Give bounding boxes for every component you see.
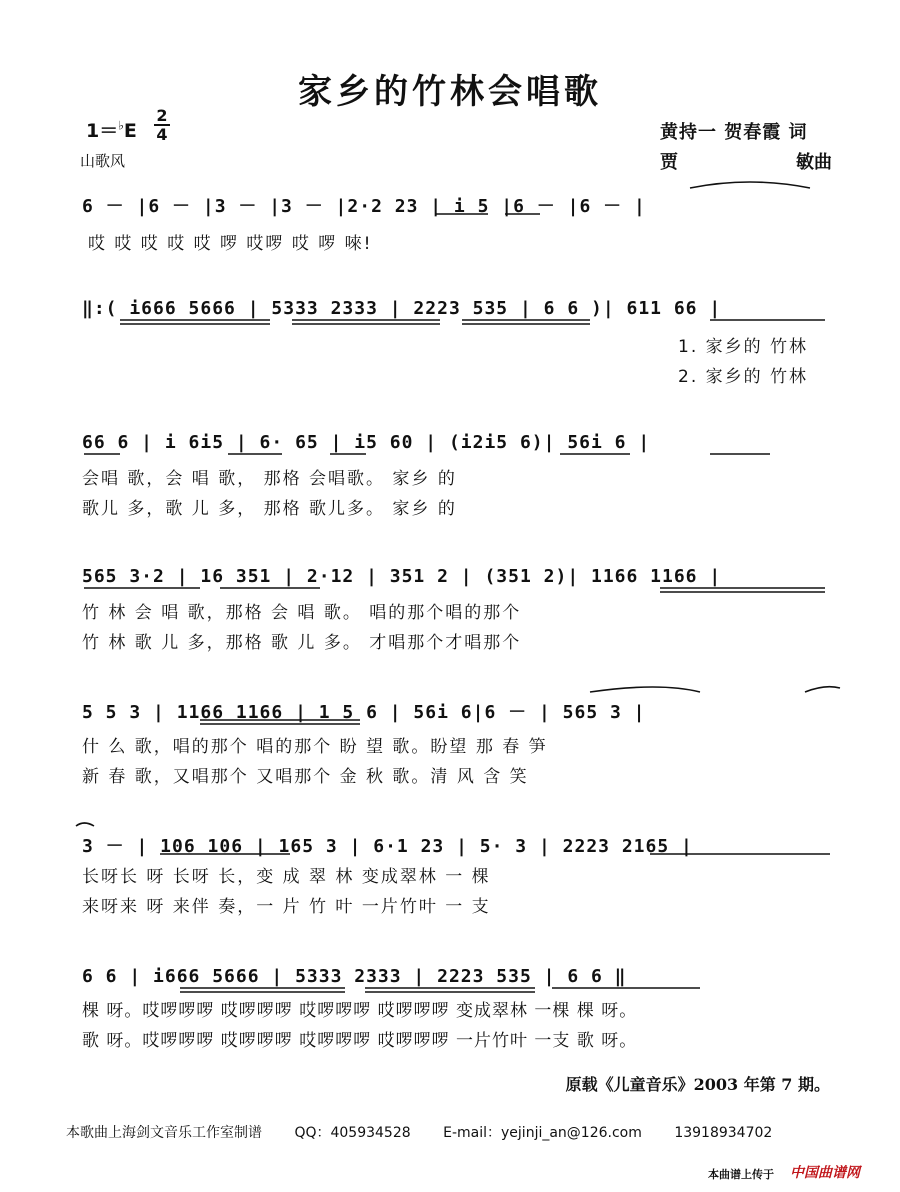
notes-line-2: ‖:( i666 5666 | 5333 2333 | 2223 535 | 6 6 )| 611 66 |: [82, 298, 722, 319]
lyrics-line-7b: 歌 呀。哎啰啰啰 哎啰啰啰 哎啰啰啰 哎啰啰啰 一片竹叶 一支 歌 呀。: [82, 1031, 638, 1051]
footer-phone: 13918934702: [674, 1125, 773, 1141]
notes-line-1: 6 － |6 － |3 － |3 － |2·2 23 | i 5 |6 － |6 － |: [82, 196, 646, 217]
notes-line-4: 565 3·2 | 16 351 | 2·12 | 351 2 | (351 2)| 1166 1166 |: [82, 566, 722, 587]
footer-email[interactable]: E-mail：yejinji_an@126.com: [443, 1125, 642, 1141]
lyrics-line-2b: 2. 家乡的 竹林: [678, 367, 809, 387]
lyrics-line-3a: 会唱 歌，会 唱 歌， 那格 会唱歌。 家乡 的: [82, 469, 457, 489]
brand-logo[interactable]: 中国曲谱网: [790, 1165, 860, 1181]
footer-producer: 本歌曲上海剑文音乐工作室制谱: [66, 1125, 262, 1141]
footer-credits: [66, 1122, 800, 1142]
notes-line-6: 3 － | 106 106 | 165 3 | 6·1 23 | 5· 3 | 2223 2165 |: [82, 836, 693, 857]
upload-label: 本曲谱上传于: [708, 1168, 774, 1181]
lyrics-line-6a: 长呀长 呀 长呀 长，变 成 翠 林 变成翠林 一 棵: [82, 867, 491, 887]
notes-line-5: 5 5 3 | 1166 1166 | 1 5 6 | 56i 6|6 － | 565 3 |: [82, 702, 646, 723]
footer-qq: QQ：405934528: [294, 1125, 411, 1141]
composer-surname: 贾: [660, 152, 678, 173]
lyrics-line-5a: 什 么 歌，唱的那个 唱的那个 盼 望 歌。盼望 那 春 笋: [82, 737, 548, 757]
time-top: 2: [156, 106, 168, 125]
tie-slur: [590, 687, 700, 692]
source-note: 原载《儿童音乐》2003 年第 7 期。: [565, 1075, 830, 1094]
style-label: 山歌风: [80, 152, 126, 170]
notes-line-7: 6 6 | i666 5666 | 5333 2333 | 2223 535 | 6 6 ‖: [82, 966, 627, 987]
lyrics-line-7a: 棵 呀。哎啰啰啰 哎啰啰啰 哎啰啰啰 哎啰啰啰 变成翠林 一棵 棵 呀。: [82, 1001, 638, 1021]
tie-slur: [805, 687, 840, 692]
lyrics-line-5b: 新 春 歌，又唱那个 又唱那个 金 秋 歌。清 风 含 笑: [82, 767, 529, 787]
lyrics-line-2a: 1. 家乡的 竹林: [678, 337, 809, 357]
key-note: E: [123, 120, 137, 142]
lyricists: 黄持一 贺春霞 词: [660, 122, 808, 143]
lyrics-line-3b: 歌儿 多，歌 儿 多， 那格 歌儿多。 家乡 的: [82, 499, 457, 519]
key-prefix: 1＝: [86, 120, 119, 142]
lyrics-line-6b: 来呀来 呀 来伴 奏，一 片 竹 叶 一片竹叶 一 支: [82, 897, 491, 917]
lyrics-line-1a: 哎 哎 哎 哎 哎 啰 哎啰 哎 啰 唻!: [88, 234, 373, 254]
tie-slur: [690, 182, 810, 188]
lyrics-line-4b: 竹 林 歌 儿 多，那格 歌 儿 多。 才唱那个才唱那个: [82, 633, 522, 653]
tie-slur: [76, 823, 94, 826]
lyrics-line-4a: 竹 林 会 唱 歌，那格 会 唱 歌。 唱的那个唱的那个: [82, 603, 522, 623]
composer-given: 敏曲: [796, 152, 832, 173]
song-title: 家乡的竹林会唱歌: [298, 72, 602, 112]
flat-symbol: ♭: [118, 118, 124, 133]
time-bottom: 4: [156, 125, 168, 144]
notes-line-3: 66 6 | i 6i5 | 6· 65 | i5 60 | (i2i5 6)| 56i 6 |: [82, 432, 651, 453]
